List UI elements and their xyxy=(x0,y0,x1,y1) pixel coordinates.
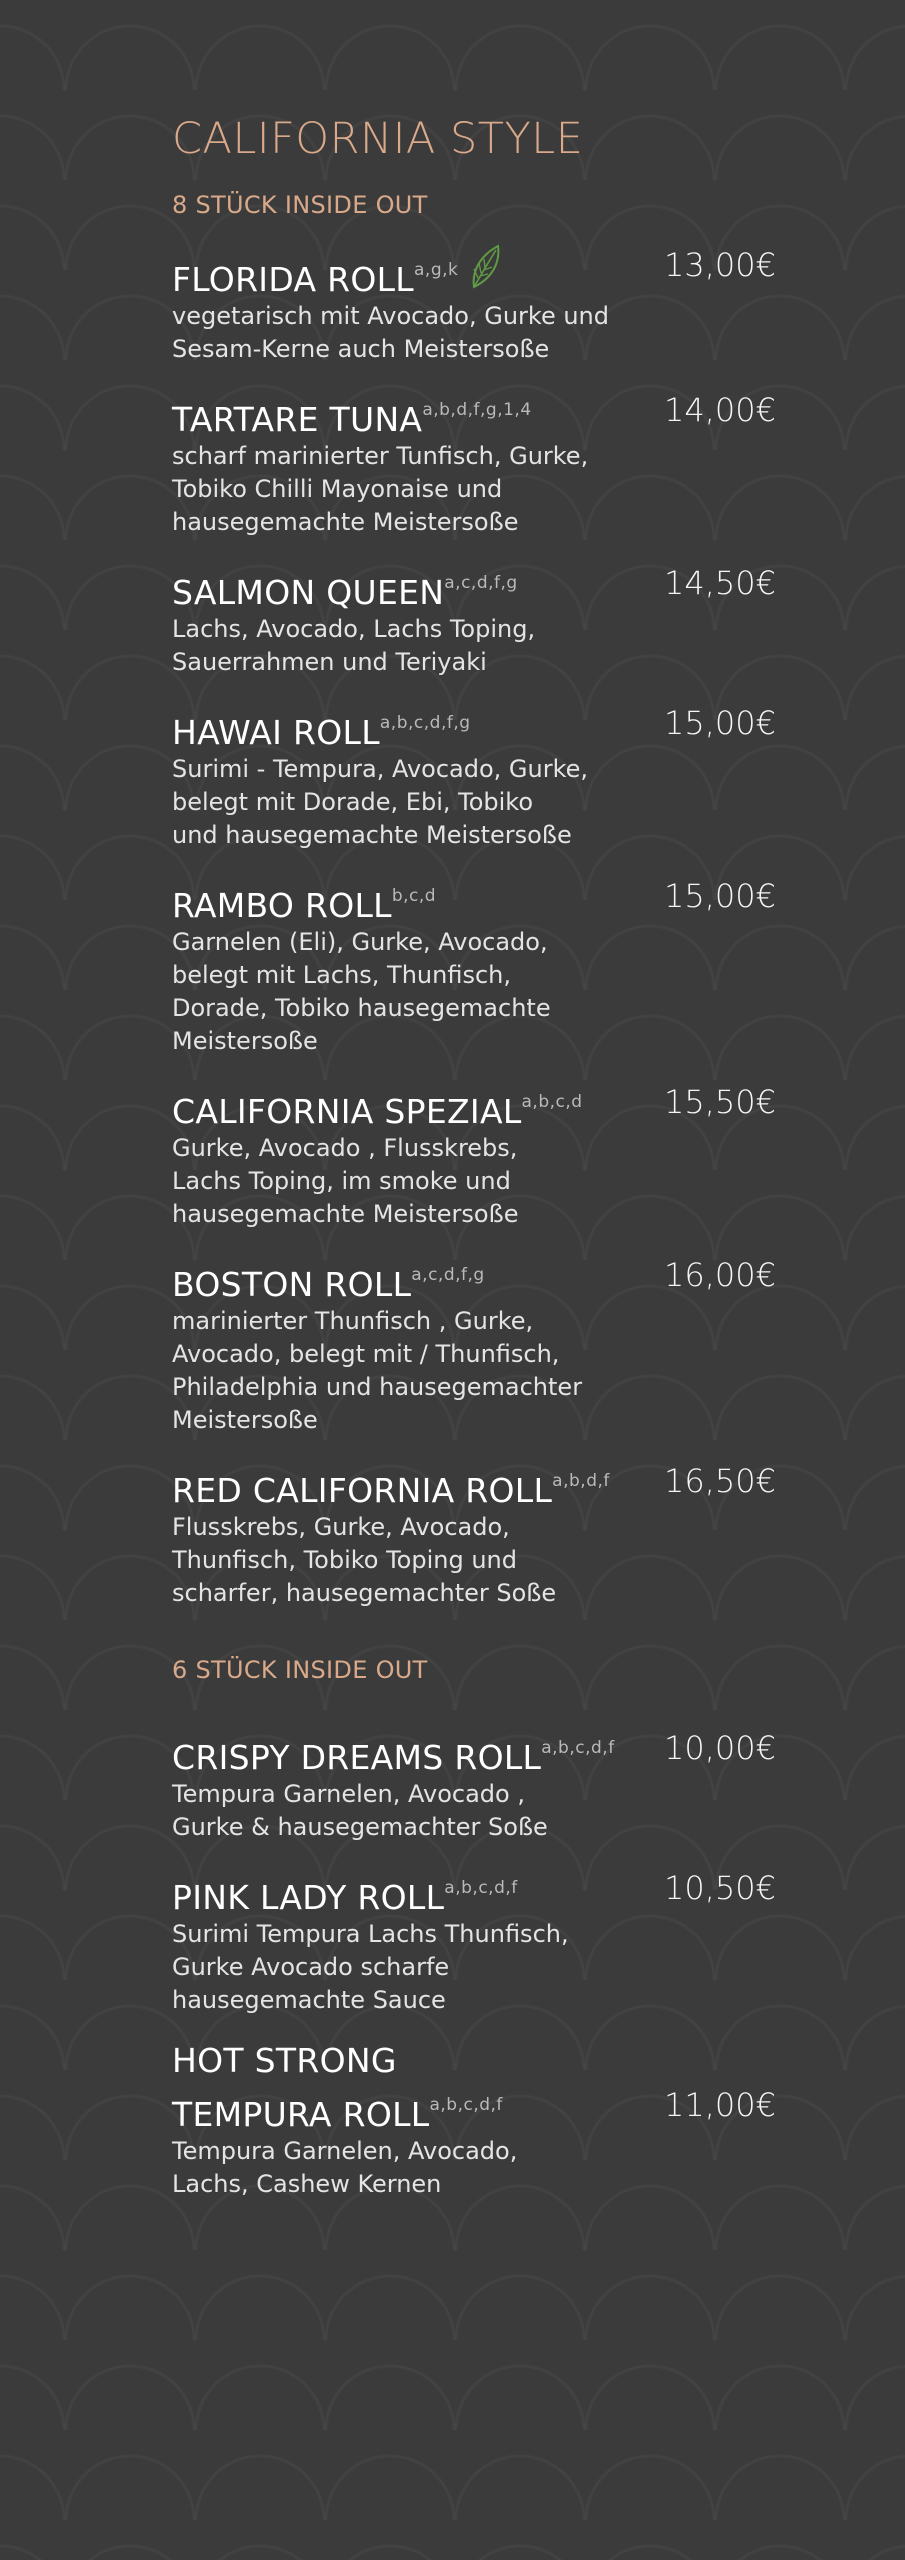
item-price: 11,00€ xyxy=(664,2086,776,2124)
menu-item-crispy-dreams-roll xyxy=(172,1726,776,1844)
item-name: TARTARE TUNA xyxy=(172,400,423,439)
menu-item-hot-strong-tempura-roll xyxy=(172,2039,776,2201)
item-price: 15,50€ xyxy=(664,1083,776,1121)
item-name: CRISPY DREAMS ROLL xyxy=(172,1738,542,1777)
menu-item-tartare-tuna xyxy=(172,388,776,539)
item-allergens: a,b,c,d,f xyxy=(429,2095,503,2115)
item-price: 10,00€ xyxy=(664,1729,776,1767)
leaf-icon xyxy=(466,243,504,289)
item-allergens: b,c,d xyxy=(391,886,437,906)
item-description: Surimi Tempura Lachs Thunfisch, Gurke Avocado scharfe hausegemachte Sauce xyxy=(172,1920,569,2014)
section-heading-6-pieces: 6 STÜCK INSIDE OUT xyxy=(172,1656,428,1684)
item-name: BOSTON ROLL xyxy=(172,1265,412,1304)
menu-item-pink-lady-roll xyxy=(172,1866,776,2017)
item-name-line1: HOT STRONG xyxy=(172,2041,397,2080)
item-description: Lachs, Avocado, Lachs Toping, Sauerrahmen und Teriyaki xyxy=(172,615,536,676)
item-allergens: a,b,d,f,g,1,4 xyxy=(422,400,532,420)
item-name: FLORIDA ROLL xyxy=(172,260,414,299)
item-price: 15,00€ xyxy=(664,704,776,742)
item-description: Surimi - Tempura, Avocado, Gurke, belegt mit Dorade, Ebi, Tobiko und hausegemachte Meistersoße xyxy=(172,755,589,849)
item-allergens: a,b,d,f xyxy=(552,1471,610,1491)
menu-item-california-spezial xyxy=(172,1080,776,1231)
menu xyxy=(172,114,776,2223)
item-allergens: a,b,c,d,f xyxy=(444,1878,518,1898)
item-price: 14,50€ xyxy=(664,564,776,602)
item-allergens: a,c,d,f,g xyxy=(444,573,518,593)
item-name: RED CALIFORNIA ROLL xyxy=(172,1471,553,1510)
item-price: 13,00€ xyxy=(664,246,776,284)
menu-item-salmon-queen xyxy=(172,561,776,679)
item-name: RAMBO ROLL xyxy=(172,886,392,925)
item-description: marinierter Thunfisch , Gurke, Avocado, belegt mit / Thunfisch, Philadelphia und hausegemachter Meistersoße xyxy=(172,1307,583,1434)
item-price: 14,00€ xyxy=(664,391,776,429)
item-description: Tempura Garnelen, Avocado , Gurke & hausegemachter Soße xyxy=(172,1780,548,1841)
item-description: scharf marinierter Tunfisch, Gurke, Tobiko Chilli Mayonaise und hausegemachte Meistersoße xyxy=(172,442,589,536)
section-heading-8-pieces: 8 STÜCK INSIDE OUT xyxy=(172,191,428,219)
item-description: Gurke, Avocado , Flusskrebs, Lachs Toping, im smoke und hausegemachte Meistersoße xyxy=(172,1134,519,1228)
item-name: SALMON QUEEN xyxy=(172,573,445,612)
menu-item-rambo-roll xyxy=(172,874,776,1058)
menu-item-florida-roll xyxy=(172,243,776,366)
item-description: Garnelen (Eli), Gurke, Avocado, belegt mit Lachs, Thunfisch, Dorade, Tobiko hausegemachte Meistersoße xyxy=(172,928,551,1055)
page-title: CALIFORNIA STYLE xyxy=(172,114,584,164)
item-allergens: a,b,c,d,f,g xyxy=(379,713,471,733)
item-allergens: a,b,c,d,f xyxy=(541,1738,615,1758)
item-price: 16,00€ xyxy=(664,1256,776,1294)
item-allergens: a,c,d,f,g xyxy=(411,1265,485,1285)
item-price: 15,00€ xyxy=(664,877,776,915)
item-description: vegetarisch mit Avocado, Gurke und Sesam-Kerne auch Meistersoße xyxy=(172,302,609,363)
menu-item-boston-roll xyxy=(172,1253,776,1437)
item-name: TEMPURA ROLL xyxy=(172,2095,430,2134)
menu-item-hawai-roll xyxy=(172,701,776,852)
item-price: 10,50€ xyxy=(664,1869,776,1907)
item-allergens: a,b,c,d xyxy=(521,1092,583,1112)
item-description: Tempura Garnelen, Avocado, Lachs, Cashew Kernen xyxy=(172,2137,518,2198)
menu-item-red-california-roll xyxy=(172,1459,776,1610)
item-allergens: a,g,k xyxy=(414,260,459,280)
item-price: 16,50€ xyxy=(664,1462,776,1500)
item-description: Flusskrebs, Gurke, Avocado, Thunfisch, Tobiko Toping und scharfer, hausegemachter Soße xyxy=(172,1513,557,1607)
item-name: CALIFORNIA SPEZIAL xyxy=(172,1092,522,1131)
item-name: PINK LADY ROLL xyxy=(172,1878,445,1917)
item-name: HAWAI ROLL xyxy=(172,713,380,752)
